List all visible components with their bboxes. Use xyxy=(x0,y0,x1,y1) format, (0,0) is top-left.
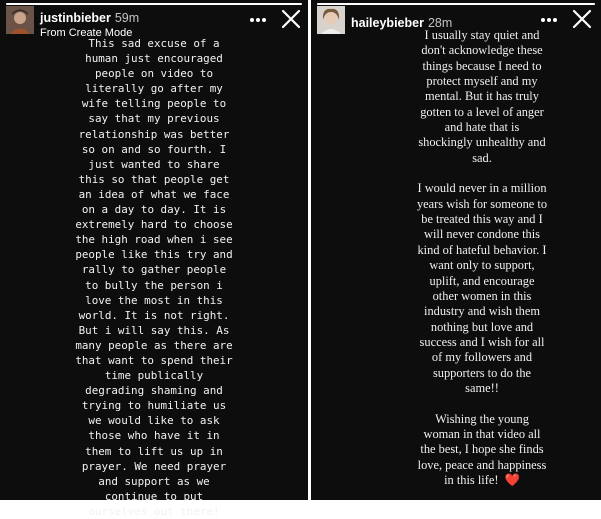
story-text-line: degrading shaming and xyxy=(85,384,223,398)
profile-avatar[interactable] xyxy=(6,6,34,34)
story-text-line: relationship was better xyxy=(78,127,230,141)
story-text-line: nothing but love and xyxy=(430,319,534,334)
story-text-line: shockingly unhealthy and xyxy=(418,135,546,150)
red-heart-emoji-icon: ❤️ xyxy=(504,472,520,487)
story-text-line: ourselves out there! xyxy=(88,504,220,518)
story-text-line: them to lift us up in xyxy=(85,444,223,458)
story-text-line: success and I wish for all xyxy=(419,334,545,349)
story-progress-bar xyxy=(317,3,595,5)
more-options-icon[interactable] xyxy=(539,10,559,30)
story-text-line: will never condone this xyxy=(424,227,540,242)
story-text-line: protect myself and my xyxy=(426,74,538,89)
paragraph-gap xyxy=(363,166,601,181)
story-text-line: other women in this xyxy=(432,288,532,303)
story-text-line: on a day to day. It is xyxy=(81,203,227,217)
story-username[interactable]: justinbieber xyxy=(40,11,111,25)
story-text-line: I usually stay quiet and xyxy=(424,28,540,42)
story-text-line: love, peace and happiness xyxy=(417,457,547,472)
profile-avatar[interactable] xyxy=(317,6,345,34)
story-text-line: time publically xyxy=(104,369,204,383)
story-progress-bar xyxy=(6,3,302,5)
story-text-line: same!! xyxy=(465,380,499,395)
close-icon[interactable] xyxy=(571,8,593,30)
story-text-line: to bully the person i xyxy=(85,278,223,292)
story-progress-fill xyxy=(6,3,302,5)
story-text-line: that want to spend their xyxy=(75,353,233,367)
story-header xyxy=(6,6,302,38)
avatar-photo-icon xyxy=(6,6,34,34)
story-meta xyxy=(40,7,139,39)
story-text-line: in this life! ❤️ xyxy=(444,472,520,487)
story-text-line: the best, I hope she finds xyxy=(420,442,544,457)
avatar-photo-icon xyxy=(317,6,345,34)
story-text-line: woman in that video all xyxy=(423,426,541,441)
story-text-line: the high road when i see xyxy=(75,233,233,247)
story-text-line: But i will say this. As xyxy=(78,323,230,337)
story-text-line: kind of hateful behavior. I xyxy=(417,242,547,257)
story-text-line: want only to support, xyxy=(429,258,535,273)
story-subtitle: From Create Mode xyxy=(40,27,133,39)
story-time: 28m xyxy=(427,16,453,30)
story-text-line: prayer. We need prayer xyxy=(81,459,227,473)
story-text-line: many people as there are xyxy=(75,338,233,352)
story-text-line: industry and wish them xyxy=(424,304,540,319)
close-icon[interactable] xyxy=(280,8,302,30)
story-text-line: we would like to ask xyxy=(88,414,220,428)
story-text-line: and support as we xyxy=(98,474,210,488)
story-username[interactable]: haileybieber xyxy=(351,16,424,30)
story-text-line: rally to gather people xyxy=(81,263,227,277)
story-text-line: Wishing the young xyxy=(435,411,529,426)
story-text-line: things because I need to xyxy=(422,58,542,73)
story-text-line: of my followers and xyxy=(431,350,533,365)
story-text-line: I would never in a million xyxy=(417,181,547,196)
story-text-line: those who have it in xyxy=(88,429,220,443)
story-text-line: just wanted to share xyxy=(88,157,220,171)
story-progress-fill xyxy=(317,3,595,5)
story-text-line: an idea of what we face xyxy=(78,187,230,201)
story-text-line: trying to humiliate us xyxy=(81,399,227,413)
story-text-body xyxy=(8,36,300,519)
story-text-line: sad. xyxy=(472,150,492,165)
story-text-line: this so that people get xyxy=(78,172,230,186)
story-text-line: human just encouraged xyxy=(85,52,223,66)
story-text-line: years wish for someone to xyxy=(416,196,548,211)
paragraph-gap xyxy=(363,396,601,411)
story-text-line: people on video to xyxy=(94,67,214,81)
story-text-line: say that my previous xyxy=(88,112,220,126)
more-options-icon[interactable] xyxy=(248,10,268,30)
story-text-line: mental. But it has truly xyxy=(425,89,539,104)
story-text-line: and hate that is xyxy=(444,120,520,135)
story-text-body xyxy=(363,28,601,488)
story-text-line: love the most in this xyxy=(85,293,223,307)
story-text-line: be treated this way and I xyxy=(421,212,543,227)
story-text-line: This sad excuse of a xyxy=(88,37,220,50)
story-text-line: literally go after my xyxy=(85,82,223,96)
story-text-line: don't acknowledge these xyxy=(421,43,543,58)
story-text-line: supporters to do the xyxy=(432,365,532,380)
story-text-line: extremely hard to choose xyxy=(75,218,233,232)
story-text-line: gotten to a level of anger xyxy=(420,104,544,119)
story-panel-haileybieber[interactable] xyxy=(311,0,601,500)
story-text-line: people like this try and xyxy=(75,248,233,262)
story-text-line: so on and so fourth. I xyxy=(81,142,227,156)
story-text-line: uplift, and encourage xyxy=(429,273,535,288)
story-text-line: world. It is not right. xyxy=(78,308,230,322)
story-time: 59m xyxy=(114,11,140,25)
story-text-line: wife telling people to xyxy=(81,97,227,111)
story-text-line: continue to put xyxy=(104,489,204,503)
